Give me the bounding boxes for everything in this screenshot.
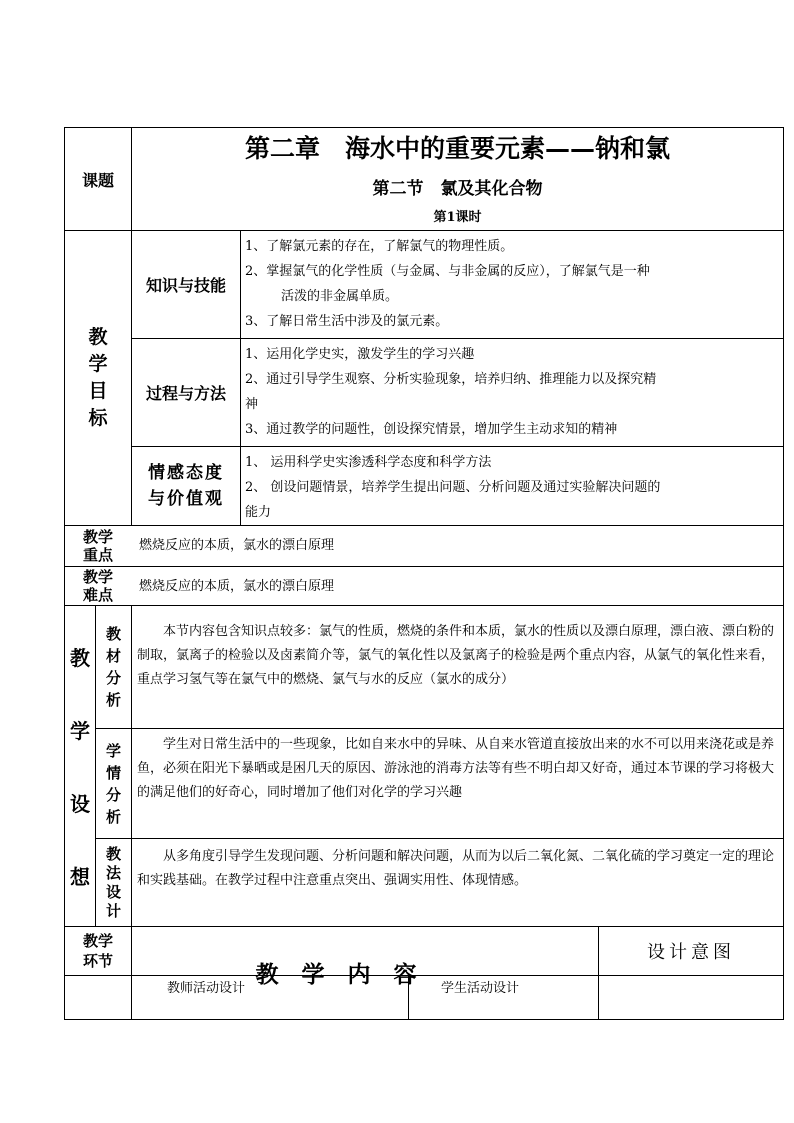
process-method-label [132,339,240,446]
design-label-char: 学 [70,719,90,743]
emotion-values-label-line: 情感态度 [148,463,224,483]
material-analysis-text: 本节内容包含知识点较多：氯气的性质，燃烧的条件和本质，氯水的性质以及漂白原理，漂白液、漂白粉的制取，氯离子的检验以及卤素简介等，氯气的氧化性以及氯离子的检验是两个重点内容，从氯气的氧化性来看，重点学习氢气等在氯气中的燃烧、氯气与水的反应（氯水的成分） [137,624,775,687]
teaching-stage-label-line: 教学 [82,932,113,950]
objectives-label-char: 学 [88,353,108,375]
section-title-text: 第二节 氯及其化合物 [372,179,543,199]
knowledge-item: 2、掌握氯气的化学性质（与金属、与非金属的反应），了解氯气是一种 [245,264,650,279]
design-intent-heading-text: 设计意图 [647,942,735,963]
design-intent-heading [599,927,783,975]
emotion-item: 1、 运用科学史实渗透科学态度和科学方法 [245,455,492,470]
process-method-label-text: 过程与方法 [145,384,226,403]
material-analysis-label-char: 析 [105,691,121,709]
knowledge-skill-label-text: 知识与技能 [145,276,226,295]
student-analysis-content [137,733,780,837]
emotion-item: 能力 [245,505,272,520]
table-rule [95,838,784,839]
teaching-content-heading [132,927,598,988]
topic-label [65,128,131,230]
emotion-values-content [245,450,780,525]
student-analysis-label [96,729,131,838]
emotion-values-label [132,447,240,525]
teaching-method-label-char: 设 [105,882,121,901]
process-method-content [245,342,780,446]
process-item: 神 [245,397,259,412]
table-rule [240,230,241,525]
key-point-label-line: 重点 [82,546,113,564]
key-point-text: 燃烧反应的本质，氯水的漂白原理 [139,538,335,553]
student-analysis-label-char: 分 [105,785,121,804]
design-label [65,606,95,926]
key-point-label [65,526,131,566]
table-rule [783,127,784,1019]
student-activity-heading [441,979,591,999]
lesson-number [132,208,783,228]
table-rule [131,605,132,926]
student-analysis-label-char: 学 [105,741,121,760]
table-rule [64,127,784,128]
material-analysis-label-char: 分 [105,669,121,687]
chapter-title [132,131,783,167]
knowledge-skill-label [132,231,240,338]
teacher-activity-heading-text: 教师活动设计 [167,981,246,996]
material-analysis-label-char: 教 [105,625,121,643]
table-rule [64,975,784,976]
table-rule [95,728,784,729]
topic-label-text: 课题 [81,170,114,190]
design-label-char: 设 [70,792,90,816]
teacher-activity-heading [167,979,397,999]
process-item: 2、通过引导学生观察、分析实验现象，培养归纳、推理能力以及探究精 [245,372,657,387]
teaching-stage-label [65,927,131,975]
difficult-point-content [139,567,779,605]
knowledge-item: 1、了解氯元素的存在，了解氯气的物理性质。 [245,239,514,254]
process-item: 1、运用化学史实，激发学生的学习兴趣 [245,347,475,362]
teaching-method-label-char: 教 [105,844,121,863]
difficult-point-text: 燃烧反应的本质，氯水的漂白原理 [139,579,335,594]
teaching-method-label [96,839,131,926]
student-analysis-text: 学生对日常生活中的一些现象，比如自来水中的异味、从自来水管道直接放出来的水不可以用来浇花或是养鱼，必须在阳光下暴晒或是困几天的原因、游泳池的消毒方法等有些不明白却又好奇，通过本节课的学习将极大的满足他们的好奇心，同时增加了他们对化学的学习兴趣 [137,737,775,800]
objectives-label-char: 目 [88,380,108,402]
objectives-label [65,231,131,525]
teaching-method-content [137,845,780,925]
design-label-char: 想 [70,865,90,889]
teaching-method-text: 从多角度引导学生发现问题、分析问题和解决问题，从而为以后二氧化氮、二氧化硫的学习奠定一定的理论和实践基础。在教学过程中注意重点突出、强调实用性、体现情感。 [137,849,775,888]
student-analysis-label-char: 情 [105,763,121,782]
student-analysis-label-char: 析 [105,807,121,826]
process-item: 3、通过教学的问题性，创设探究情景，增加学生主动求知的精神 [245,422,618,437]
teaching-stage-label-line: 环节 [82,952,113,970]
difficult-point-label-line: 教学 [82,568,113,586]
objectives-label-char: 教 [88,326,108,348]
material-analysis-label-char: 材 [105,647,121,665]
emotion-values-label-line: 与价值观 [148,489,224,509]
difficult-point-label-line: 难点 [82,586,113,604]
chapter-title-text: 第二章 海水中的重要元素——钠和氯 [244,134,670,163]
section-title [132,176,783,202]
knowledge-skill-content [245,234,780,338]
table-rule [64,1019,784,1020]
lesson-number-text: 第1课时 [433,210,482,225]
objectives-label-char: 标 [88,407,108,429]
teaching-method-label-char: 计 [105,901,121,920]
material-analysis-label [96,606,131,728]
teaching-method-label-char: 法 [105,863,121,882]
knowledge-item: 活泼的非金属单质。 [281,289,399,304]
table-rule [64,605,784,606]
material-analysis-content [137,620,780,726]
student-activity-heading-text: 学生活动设计 [441,981,520,996]
key-point-content [139,526,779,566]
teaching-content-heading-text: 教 学 内 容 [255,961,417,988]
knowledge-item: 3、了解日常生活中涉及的氯元素。 [245,314,449,329]
emotion-item: 2、 创设问题情景，培养学生提出问题、分析问题及通过实验解决问题的 [245,480,661,495]
design-label-char: 教 [70,646,90,670]
key-point-label-line: 教学 [82,528,113,546]
difficult-point-label [65,567,131,605]
